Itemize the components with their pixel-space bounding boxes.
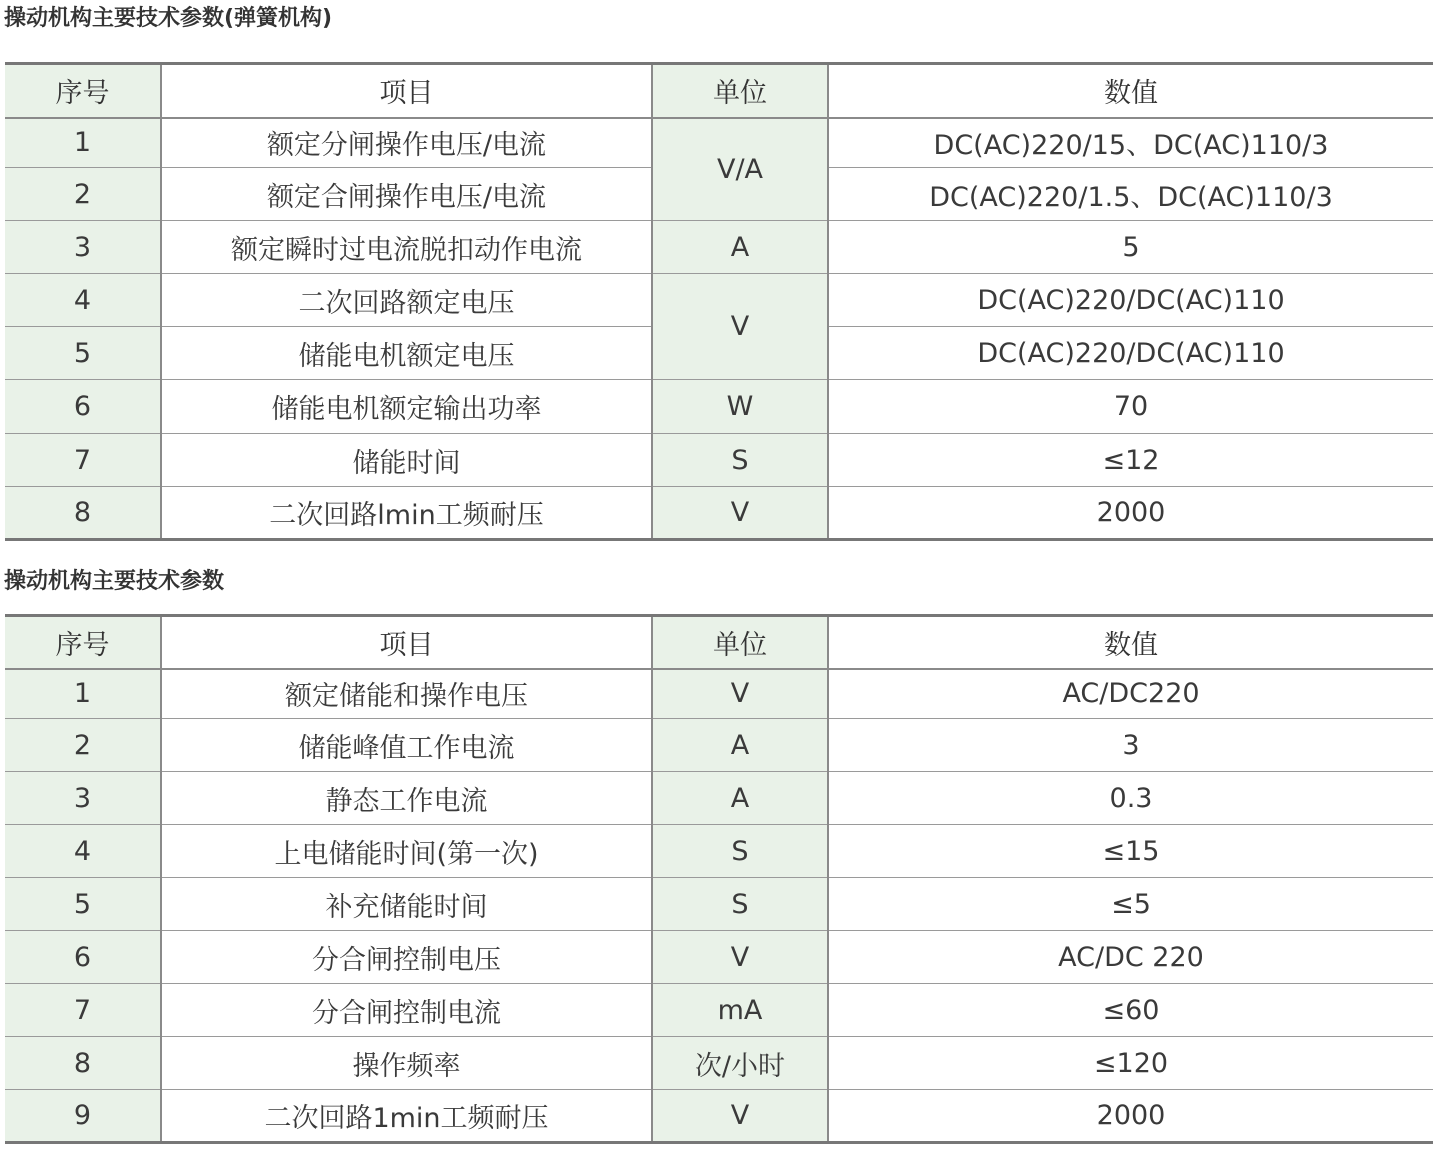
row-item: 额定分闸操作电压/电流 <box>161 118 652 168</box>
row-value: DC(AC)220/DC(AC)110 <box>828 274 1433 327</box>
row-unit: A <box>652 221 828 274</box>
row-value: AC/DC220 <box>828 669 1433 719</box>
row-no: 4 <box>5 825 161 878</box>
row-item: 静态工作电流 <box>161 772 652 825</box>
row-value: 3 <box>828 719 1433 772</box>
table-row <box>5 931 1433 984</box>
row-unit: mA <box>652 984 828 1037</box>
table2-header-row <box>5 616 1433 669</box>
row-unit: S <box>652 878 828 931</box>
row-unit: S <box>652 825 828 878</box>
row-item: 分合闸控制电压 <box>161 931 652 984</box>
row-unit: V <box>652 274 828 380</box>
row-no: 8 <box>5 487 161 540</box>
row-unit: V <box>652 487 828 540</box>
row-value: ≤120 <box>828 1037 1433 1090</box>
row-no: 2 <box>5 168 161 221</box>
row-unit: V/A <box>652 118 828 221</box>
row-unit: A <box>652 772 828 825</box>
row-item: 操作频率 <box>161 1037 652 1090</box>
table-row <box>5 878 1433 931</box>
row-item: 二次回路额定电压 <box>161 274 652 327</box>
row-value: 0.3 <box>828 772 1433 825</box>
table-row <box>5 719 1433 772</box>
row-value: ≤15 <box>828 825 1433 878</box>
spec-table-spring-mechanism <box>5 62 1433 541</box>
table1-title: 操动机构主要技术参数(弹簧机构) <box>4 6 333 31</box>
row-item: 储能时间 <box>161 434 652 487</box>
row-value: ≤5 <box>828 878 1433 931</box>
row-item: 上电储能时间(第一次) <box>161 825 652 878</box>
row-value: DC(AC)220/1.5、DC(AC)110/3 <box>828 168 1433 221</box>
row-value: ≤12 <box>828 434 1433 487</box>
header-value: 数值 <box>828 616 1433 669</box>
row-no: 6 <box>5 380 161 434</box>
table-row <box>5 984 1433 1037</box>
table-row <box>5 1090 1433 1143</box>
header-unit: 单位 <box>652 616 828 669</box>
table-row <box>5 380 1433 434</box>
row-unit: A <box>652 719 828 772</box>
row-no: 7 <box>5 984 161 1037</box>
row-no: 6 <box>5 931 161 984</box>
row-item: 二次回路lmin工频耐压 <box>161 487 652 540</box>
row-no: 5 <box>5 327 161 380</box>
row-value: AC/DC 220 <box>828 931 1433 984</box>
table-row <box>5 274 1433 327</box>
header-no: 序号 <box>5 616 161 669</box>
row-unit: W <box>652 380 828 434</box>
table-row <box>5 825 1433 878</box>
table-row <box>5 118 1433 168</box>
row-no: 3 <box>5 221 161 274</box>
row-unit: V <box>652 1090 828 1143</box>
row-no: 4 <box>5 274 161 327</box>
row-item: 储能峰值工作电流 <box>161 719 652 772</box>
spec-table-mechanism <box>5 614 1433 1144</box>
row-value: 70 <box>828 380 1433 434</box>
table-row <box>5 221 1433 274</box>
row-no: 8 <box>5 1037 161 1090</box>
row-no: 7 <box>5 434 161 487</box>
row-value: DC(AC)220/DC(AC)110 <box>828 327 1433 380</box>
row-item: 储能电机额定输出功率 <box>161 380 652 434</box>
header-no: 序号 <box>5 64 161 118</box>
row-value: 5 <box>828 221 1433 274</box>
row-unit: V <box>652 931 828 984</box>
row-unit: 次/小时 <box>652 1037 828 1090</box>
row-no: 1 <box>5 669 161 719</box>
row-no: 2 <box>5 719 161 772</box>
table2-title: 操动机构主要技术参数 <box>4 569 225 594</box>
table1-header-row <box>5 64 1433 118</box>
row-unit: S <box>652 434 828 487</box>
row-item: 储能电机额定电压 <box>161 327 652 380</box>
row-value: ≤60 <box>828 984 1433 1037</box>
header-item: 项目 <box>161 616 652 669</box>
row-no: 1 <box>5 118 161 168</box>
row-item: 补充储能时间 <box>161 878 652 931</box>
table-row <box>5 487 1433 540</box>
row-unit: V <box>652 669 828 719</box>
row-item: 额定合闸操作电压/电流 <box>161 168 652 221</box>
row-item: 额定瞬时过电流脱扣动作电流 <box>161 221 652 274</box>
row-value: 2000 <box>828 487 1433 540</box>
header-value: 数值 <box>828 64 1433 118</box>
row-no: 3 <box>5 772 161 825</box>
row-item: 二次回路1min工频耐压 <box>161 1090 652 1143</box>
header-item: 项目 <box>161 64 652 118</box>
table-row <box>5 669 1433 719</box>
table-row <box>5 434 1433 487</box>
row-value: 2000 <box>828 1090 1433 1143</box>
row-item: 分合闸控制电流 <box>161 984 652 1037</box>
table-row <box>5 1037 1433 1090</box>
table-row <box>5 772 1433 825</box>
row-no: 9 <box>5 1090 161 1143</box>
header-unit: 单位 <box>652 64 828 118</box>
row-no: 5 <box>5 878 161 931</box>
row-value: DC(AC)220/15、DC(AC)110/3 <box>828 118 1433 168</box>
row-item: 额定储能和操作电压 <box>161 669 652 719</box>
